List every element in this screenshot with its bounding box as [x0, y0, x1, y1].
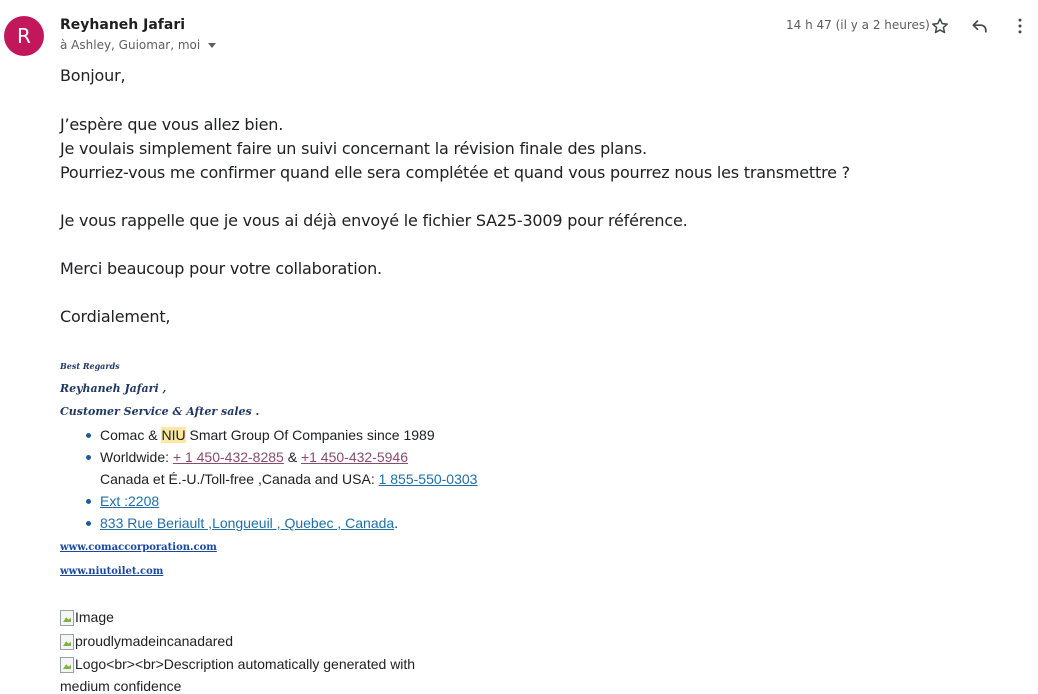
more-options-button[interactable]	[1006, 12, 1034, 40]
tollfree-link[interactable]: 1 855-550-0303	[378, 471, 478, 487]
website-link[interactable]: www.comaccorporation.com	[60, 542, 217, 553]
bullet	[86, 521, 91, 526]
broken-image: Logo<br><br>Description automatically generated with medium confidence	[60, 656, 416, 694]
broken-image-icon	[60, 610, 74, 626]
broken-image-icon	[60, 634, 74, 650]
reply-icon	[970, 16, 990, 36]
recipients-label: à Ashley, Guiomar, moi	[60, 38, 201, 52]
body-line: J’espère que vous allez bien.	[60, 115, 284, 134]
bullet	[86, 455, 91, 460]
bullet	[86, 499, 91, 504]
broken-image: Image	[60, 609, 114, 626]
signature-company: Comac & NIU Smart Group Of Companies since 1989	[100, 427, 435, 443]
body-line: Merci beaucoup pour votre collaboration.	[60, 259, 382, 278]
signature-worldwide: Worldwide: + 1 450-432-8285 & +1 450-432-5946	[100, 449, 408, 465]
avatar[interactable]	[4, 16, 44, 56]
body-line: Pourriez-vous me confirmer quand elle sera complétée et quand vous pourrez nous les transmettre ?	[60, 163, 850, 182]
signature-name: Reyhaneh Jafari ,	[60, 382, 167, 395]
more-vert-icon	[1010, 16, 1030, 36]
message-time: 14 h 47 (il y a 2 heures)	[786, 18, 930, 32]
recipients[interactable]	[60, 38, 216, 52]
signature-tollfree: Canada et É.-U./Toll-free ,Canada and USA: 1 855-550-0303	[100, 471, 478, 487]
signature-ext	[100, 493, 159, 509]
broken-image-icon	[60, 657, 74, 673]
phone-link[interactable]: +1 450-432-5946	[300, 449, 408, 465]
body-line: Je voulais simplement faire un suivi concernant la révision finale des plans.	[60, 139, 647, 158]
body-line: Je vous rappelle que je vous ai déjà envoyé le fichier SA25-3009 pour référence.	[60, 211, 688, 230]
phone-link[interactable]: + 1 450-432-8285	[172, 449, 284, 465]
signature-address: 833 Rue Beriault ,Longueuil , Quebec , Canada.	[100, 515, 399, 531]
greeting: Bonjour,	[60, 66, 126, 85]
sender-name[interactable]: Reyhaneh Jafari	[60, 17, 186, 33]
website-link[interactable]: www.niutoilet.com	[60, 566, 164, 577]
broken-image: proudlymadeincanadared	[60, 633, 233, 650]
signature-best-regards: Best Regards	[60, 361, 120, 371]
avatar-letter: R	[17, 24, 31, 48]
star-button[interactable]	[926, 12, 954, 40]
address-link[interactable]: 833 Rue Beriault ,Longueuil , Quebec , Canada	[100, 515, 395, 531]
highlight-niu: NIU	[161, 427, 186, 443]
bullet	[86, 433, 91, 438]
chevron-down-icon[interactable]	[208, 43, 216, 48]
reply-button[interactable]	[966, 12, 994, 40]
closing: Cordialement,	[60, 307, 171, 326]
star-icon	[930, 16, 950, 36]
ext-link[interactable]: Ext :2208	[100, 493, 160, 509]
signature-title: Customer Service & After sales .	[60, 405, 260, 418]
